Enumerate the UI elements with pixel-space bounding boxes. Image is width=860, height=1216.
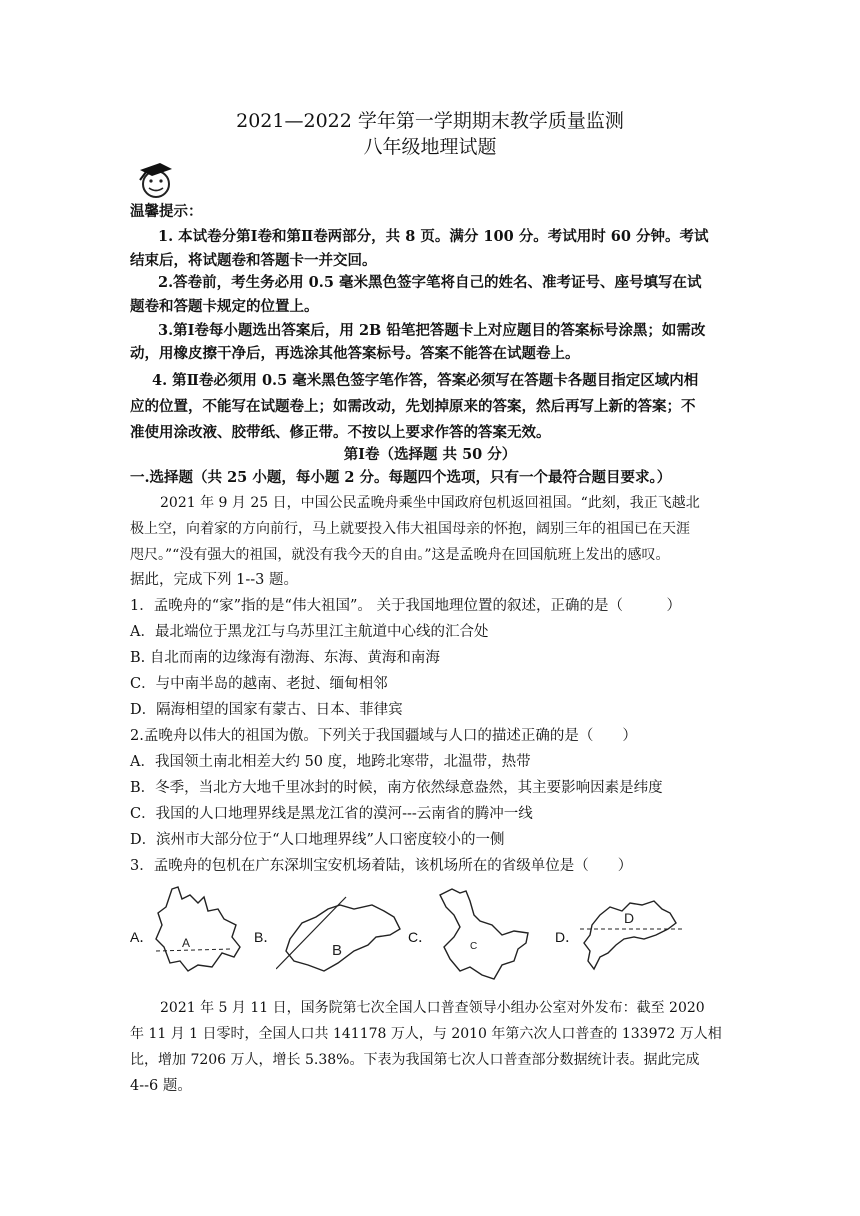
tip-line: 结束后，将试题卷和答题卡一并交回。	[130, 252, 377, 269]
tip-line: 应的位置，不能写在试题卷上；如需改动，先划掉原来的答案，然后再写上新的答案；不	[130, 398, 696, 415]
question-1-stem: 1．孟晚舟的“家”指的是“伟大祖国”。 关于我国地理位置的叙述，正确的是（ ）	[130, 598, 681, 614]
map-shandong-outline[interactable]	[276, 895, 406, 975]
map-label-d: D	[624, 910, 635, 926]
question-2-option-b[interactable]: B．冬季，当北方大地千里冰封的时候，南方依然绿意盎然，其主要影响因素是纬度	[130, 780, 663, 796]
passage-line: 年 11 月 1 日零时，全国人口共 141178 万人，与 2010 年第六次人口普查的 133972 万人相	[130, 1026, 722, 1042]
question-2-option-d[interactable]: D．滨州市大部分位于“人口地理界线”人口密度较小的一侧	[130, 832, 505, 848]
tip-line: 2.答卷前，考生务必用 0.5 毫米黑色签字笔将自己的姓名、准考证号、座号填写在试	[158, 274, 702, 291]
passage-line: 2021 年 9 月 25 日，中国公民孟晚舟乘坐中国政府包机返回祖国。“此刻，我正飞越北	[160, 495, 700, 511]
question-1-option-c[interactable]: C．与中南半岛的越南、老挝、缅甸相邻	[130, 676, 388, 692]
passage-line: 4--6 题。	[130, 1078, 192, 1094]
map-label-c: C	[470, 941, 478, 952]
question-2-option-a[interactable]: A．我国领土南北相差大约 50 度，地跨北寒带，北温带，热带	[130, 754, 531, 770]
question-2-stem: 2.孟晚舟以伟大的祖国为傲。下列关于我国疆域与人口的描述正确的是（ ）	[130, 728, 637, 744]
tips-heading: 温馨提示：	[130, 203, 203, 220]
tip-line: 3.第Ⅰ卷每小题选出答案后，用 2B 铅笔把答题卡上对应题目的答案标号涂黑；如需改	[158, 322, 706, 339]
map-label-b: B	[332, 942, 343, 959]
section-title: 第Ⅰ卷（选择题 共 50 分）	[343, 446, 517, 463]
question-2-option-c[interactable]: C．我国的人口地理界线是黑龙江省的漠河---云南省的腾冲一线	[130, 806, 533, 822]
passage-line: 比，增加 7206 万人，增长 5.38%。下表为我国第七次人口普查部分数据统计表。据此完成	[130, 1052, 700, 1068]
tip-line: 动，用橡皮擦干净后，再选涂其他答案标号。答案不能答在试题卷上。	[130, 345, 580, 362]
section-instruction: 一.选择题（共 25 小题，每小题 2 分。每题四个选项，只有一个最符合题目要求。）	[130, 469, 672, 486]
passage-line: 咫尺。”“没有强大的祖国，就没有我今天的自由。”这是孟晚舟在回国航班上发出的感叹。	[130, 547, 670, 563]
smiley-graduate-icon	[134, 160, 180, 200]
tip-line: 准使用涂改液、胶带纸、修正带。不按以上要求作答的答案无效。	[130, 424, 551, 441]
map-heilongjiang-outline[interactable]	[430, 885, 540, 985]
exam-title: 2021—2022 学年第一学期期末教学质量监测	[236, 110, 624, 132]
tip-line: 4. 第Ⅱ卷必须用 0.5 毫米黑色签字笔作答，答案必须写在答题卡各题目指定区域内相	[152, 372, 699, 389]
passage-line: 据此，完成下列 1--3 题。	[130, 572, 298, 588]
tip-line: 题卷和答题卡规定的位置上。	[130, 298, 319, 315]
question-1-option-d[interactable]: D．隔海相望的国家有蒙古、日本、菲律宾	[130, 702, 403, 718]
map-option-a-label[interactable]: A．	[130, 929, 154, 945]
question-3-stem: 3．孟晚舟的包机在广东深圳宝安机场着陆，该机场所在的省级单位是（ ）	[130, 858, 633, 874]
question-1-option-a[interactable]: A．最北端位于黑龙江与乌苏里江主航道中心线的汇合处	[130, 624, 489, 640]
tip-line: 1. 本试卷分第Ⅰ卷和第Ⅱ卷两部分，共 8 页。满分 100 分。考试用时 60 分钟。考试	[158, 228, 709, 245]
passage-line: 2021 年 5 月 11 日，国务院第七次全国人口普查领导小组办公室对外发布：截至 2020	[160, 1000, 705, 1016]
map-label-a: A	[182, 936, 191, 950]
map-option-c-label[interactable]: C．	[408, 929, 433, 945]
question-1-option-b[interactable]: B. 自北而南的边缘海有渤海、东海、黄海和南海	[130, 650, 440, 666]
map-guangdong-outline[interactable]	[580, 895, 690, 975]
exam-subtitle: 八年级地理试题	[363, 136, 497, 158]
map-option-d-label[interactable]: D．	[555, 929, 580, 945]
passage-line: 极上空，向着家的方向前行，马上就要投入伟大祖国母亲的怀抱，阔别三年的祖国已在天涯	[130, 521, 690, 537]
map-option-b-label[interactable]: B．	[254, 929, 278, 945]
map-yunnan-outline[interactable]	[152, 885, 247, 975]
